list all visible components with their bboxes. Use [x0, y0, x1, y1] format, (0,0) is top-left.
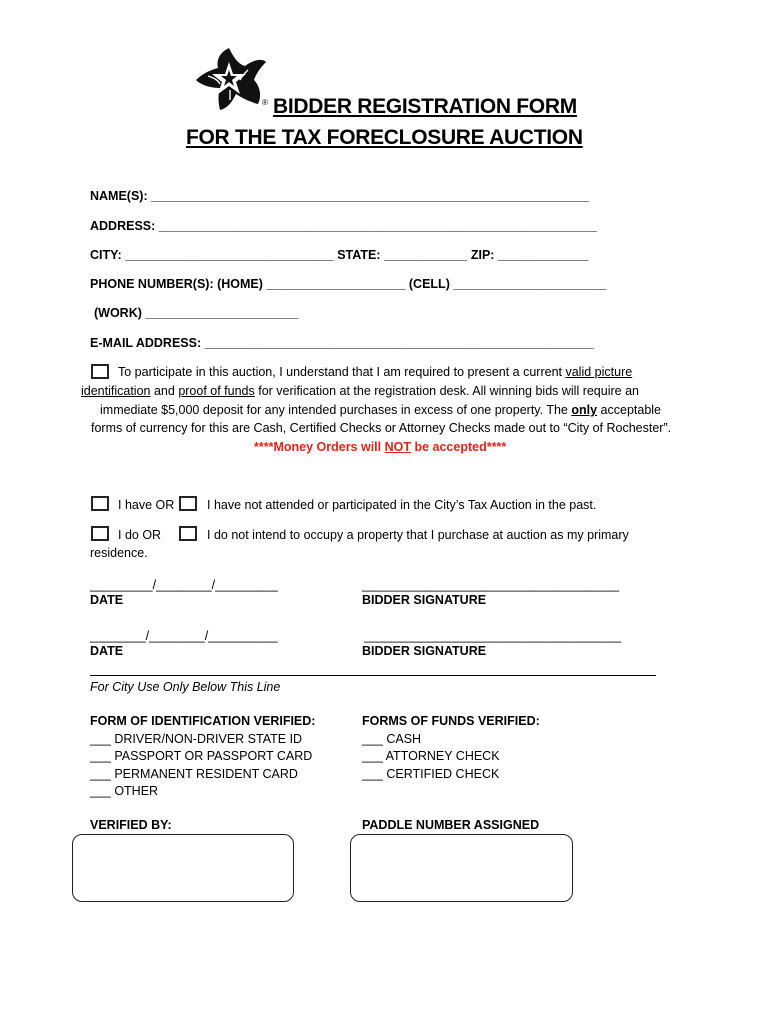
signature-label-1: BIDDER SIGNATURE — [362, 593, 487, 607]
paddle-number-box[interactable] — [350, 834, 573, 902]
have-not-checkbox[interactable] — [179, 496, 197, 511]
only-text: only — [571, 403, 598, 417]
funds-item-cash: ___ CASH — [362, 732, 422, 746]
funds-item-attorney-check: ___ ATTORNEY CHECK — [362, 749, 500, 763]
phone-field[interactable]: PHONE NUMBER(S): (HOME) ____________________ (CELL) ______________________ — [90, 277, 607, 291]
id-item-passport: ___ PASSPORT OR PASSPORT CARD — [90, 749, 313, 763]
money-warning-a: ****Money Orders will — [254, 440, 385, 454]
do-not-label: I do not intend to occupy a property that I purchase at auction as my primary — [207, 528, 629, 542]
signature-label-2: BIDDER SIGNATURE — [362, 644, 487, 658]
id-item-resident-card: ___ PERMANENT RESIDENT CARD — [90, 767, 298, 781]
id-item-state-id: ___ DRIVER/NON-DRIVER STATE ID — [90, 732, 303, 746]
city-use-caption: For City Use Only Below This Line — [90, 680, 281, 694]
date-field-2[interactable]: ________/________/__________ — [90, 629, 278, 643]
notice-line3 — [100, 403, 661, 417]
have-not-label: I have not attended or participated in the City’s Tax Auction in the past. — [207, 498, 597, 512]
do-or-label: I do OR — [118, 528, 162, 542]
paddle-number-label: PADDLE NUMBER ASSIGNED — [362, 818, 540, 832]
work-phone-field[interactable]: (WORK) ______________________ — [94, 306, 299, 320]
funds-item-certified-check: ___ CERTIFIED CHECK — [362, 767, 500, 781]
notice-line3-text: immediate $5,000 deposit for any intended purchases in excess of one property. The — [100, 403, 572, 417]
money-orders-warning — [254, 440, 506, 454]
email-field[interactable]: E-MAIL ADDRESS: ________________________________________________________ — [90, 336, 594, 350]
and-text: and — [150, 384, 179, 398]
money-warning-not: NOT — [384, 440, 411, 454]
address-field[interactable]: ADDRESS: _______________________________________________________________ — [90, 219, 597, 233]
notice-line1 — [118, 365, 632, 379]
valid-picture-text: valid picture — [565, 365, 633, 379]
notice-line1-text: To participate in this auction, I understand that I am required to present a current — [118, 365, 566, 379]
registered-mark: ® — [262, 98, 268, 107]
notice-line4: forms of currency for this are Cash, Certified Checks or Attorney Checks made out to “City of Rochester”. — [91, 421, 672, 435]
form-title-line2: FOR THE TAX FORECLOSURE AUCTION — [186, 126, 583, 149]
residence-label: residence. — [90, 546, 148, 560]
names-field[interactable]: NAME(S): _______________________________________________________________ — [90, 189, 590, 203]
verified-by-box[interactable] — [72, 834, 294, 902]
funds-verified-heading: FORMS OF FUNDS VERIFIED: — [362, 714, 540, 728]
city-flower-logo — [190, 46, 268, 112]
city-use-divider — [90, 675, 656, 676]
verified-by-label: VERIFIED BY: — [90, 818, 172, 832]
have-or-label: I have OR — [118, 498, 175, 512]
acceptable-text: acceptable — [597, 403, 661, 417]
id-verified-heading: FORM OF IDENTIFICATION VERIFIED: — [90, 714, 316, 728]
identification-text: identification — [81, 384, 151, 398]
have-checkbox[interactable] — [91, 496, 109, 511]
proof-of-funds-text: proof of funds — [178, 384, 255, 398]
do-not-checkbox[interactable] — [179, 526, 197, 541]
do-checkbox[interactable] — [91, 526, 109, 541]
notice-line2-text: for verification at the registration desk. All winning bids will require an — [254, 384, 639, 398]
date-label-2: DATE — [90, 644, 124, 658]
date-label-1: DATE — [90, 593, 124, 607]
id-item-other: ___ OTHER — [90, 784, 159, 798]
acknowledge-checkbox[interactable] — [91, 364, 109, 379]
date-field-1[interactable]: _________/________/_________ — [90, 578, 278, 592]
city-state-zip-field[interactable]: CITY: ______________________________ STATE: ____________ ZIP: _____________ — [90, 248, 589, 262]
signature-field-2[interactable]: _____________________________________ — [364, 629, 622, 643]
money-warning-b: be accepted**** — [411, 440, 507, 454]
notice-line2 — [81, 384, 639, 398]
form-title-line1: BIDDER REGISTRATION FORM — [273, 95, 577, 118]
signature-field-1[interactable]: _____________________________________ — [362, 578, 620, 592]
